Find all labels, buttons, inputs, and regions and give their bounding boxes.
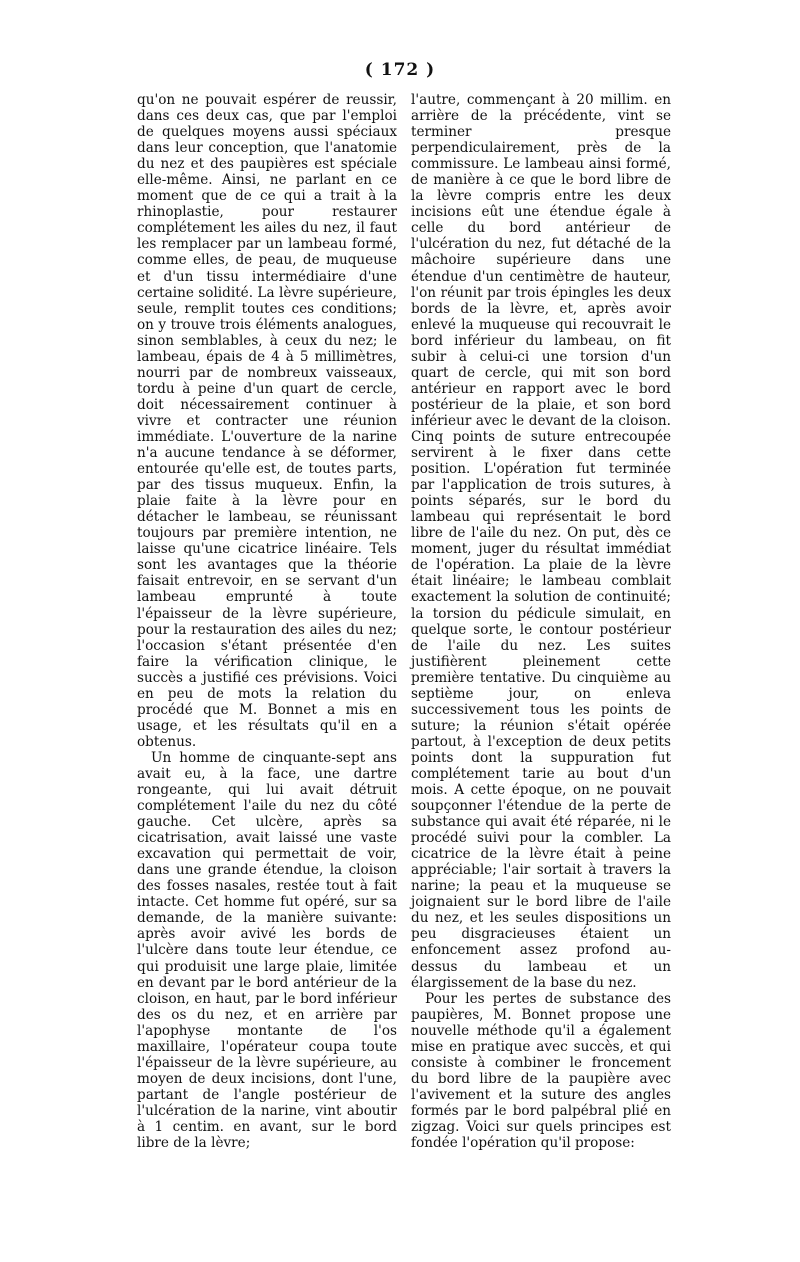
paragraph-rhinoplasty-theory: qu'on ne pouvait espérer de reussir, dans ces deux cas, que par l'emploi de quelques moyens aussi spéciaux dans leur conception, que l'anatomie du nez et des paupières est spéciale elle-même. Ainsi, ne parlant en ce moment que de ce qui a trait à la rhinoplastie, pour restaurer complétement les ailes du nez, il faut les remplacer par un lambeau formé, comme elles, de peau, de muqueuse et d'un tissu intermédiaire d'une certaine solidité. La lèvre supérieure, seule, remplit toutes ces conditions; on y trouve trois éléments analogues, sinon semblables, à ceux du nez; le lambeau, épais de 4 à 5 millimètres, nourri par de nombreux vaisseaux, tordu à peine d'un quart de cercle, doit nécessairement continuer à vivre et contracter une réunion immédiate. L'ouverture de la narine n'a aucune tendance à se déformer, entourée qu'elle est, de toutes parts, par des tissus muqueux. Enfin, la plaie faite à la lèvre pour en détacher le lambeau, se réunissant toujours par première intention, ne laisse qu'une cicatrice linéaire. Tels sont les avantages que la théorie faisait entrevoir, en se servant d'un lambeau emprunté à toute l'épaisseur de la lèvre supérieure, pour la restauration des ailes du nez; l'occasion s'étant présentée d'en faire la vérification clinique, le succès a justifié ces prévisions. Voici en peu de mots la relation du procédé que M. Bonnet a mis en usage, et les résultats qu'il en a obtenus. (137, 92, 397, 750)
paragraph-case-report: Un homme de cinquante-sept ans avait eu, à la face, une dartre rongeante, qui lui avait détruit complétement l'aile du nez du côté gauche. Cet ulcère, après sa cicatrisation, avait laissé une vaste excavation qui permettait de voir, dans une grande étendue, la cloison des fosses nasales, restée tout à fait intacte. Cet homme fut opéré, sur sa demande, de la manière suivante: après avoir avivé les bords de l'ulcère dans toute leur étendue, ce qui produisit une large plaie, limitée en devant par le bord antérieur de la cloison, en haut, par le bord inférieur des os du nez, et en arrière par l'apophyse montante de l'os maxillaire, l'opérateur coupa toute l'épaisseur de la lèvre supérieure, au moyen de deux incisions, dont l'une, partant de l'angle postérieur de l'ulcération de la narine, vint aboutir à 1 centim. en avant, sur le bord libre de la lèvre; (137, 749, 397, 1152)
right-column (411, 92, 671, 1151)
paragraph-case-report-continued: l'autre, commençant à 20 millim. en arrière de la précédente, vint se terminer presque perpendiculairement, près de la commissure. Le lambeau ainsi formé, de manière à ce que le bord libre de la lèvre compris entre les deux incisions eût une étendue égale à celle du bord antérieur de l'ulcération du nez, fut détaché de la mâchoire supérieure dans une étendue d'un centimètre de hauteur, l'on réunit par trois épingles les deux bords de la lèvre, et, après avoir enlevé la muqueuse qui recouvrait le bord inférieur du lambeau, on fit subir à celui-ci une torsion d'un quart de cercle, qui mit son bord antérieur en rapport avec le bord postérieur de la plaie, et son bord inférieur avec le devant de la cloison. Cinq points de suture entrecoupée servirent à le fixer dans cette position. L'opération fut terminée par l'application de trois sutures, à points séparés, sur le bord du lambeau qui représentait le bord libre de l'aile du nez. On put, dès ce moment, juger du résultat immédiat de l'opération. La plaie de la lèvre était linéaire; le lambeau comblait exactement la solution de continuité; la torsion du pédicule simulait, en quelque sorte, le contour postérieur de l'aile du nez. Les suites justifièrent pleinement cette première tentative. Du cinquième au septième jour, on enleva successivement tous les points de suture; la réunion s'était opérée partout, à l'exception de deux petits points dont la suppuration fut complétement tarie au bout d'un mois. A cette époque, on ne pouvait soupçonner l'étendue de la perte de substance qui avait été réparée, ni le procédé suivi pour la combler. La cicatrice de la lèvre était à peine appréciable; l'air sortait à travers la narine; la peau et la muqueuse se joignaient sur le bord libre de l'aile du nez, et les seules dispositions un peu disgracieuses étaient un enfoncement assez profond au-dessus du lambeau et un élargissement de la base du nez. (411, 92, 671, 991)
paragraph-eyelid-method: Pour les pertes de substance des paupières, M. Bonnet propose une nouvelle méthode qu'il a également mise en pratique avec succès, et qui consiste à combiner le froncement du bord libre de la paupière avec l'avivement et la suture des angles formés par le bord palpébral plié en zigzag. Voici sur quels principes est fondée l'opération qu'il propose: (411, 990, 671, 1152)
page-number: ( 172 ) (364, 60, 436, 80)
left-column (137, 92, 397, 1151)
